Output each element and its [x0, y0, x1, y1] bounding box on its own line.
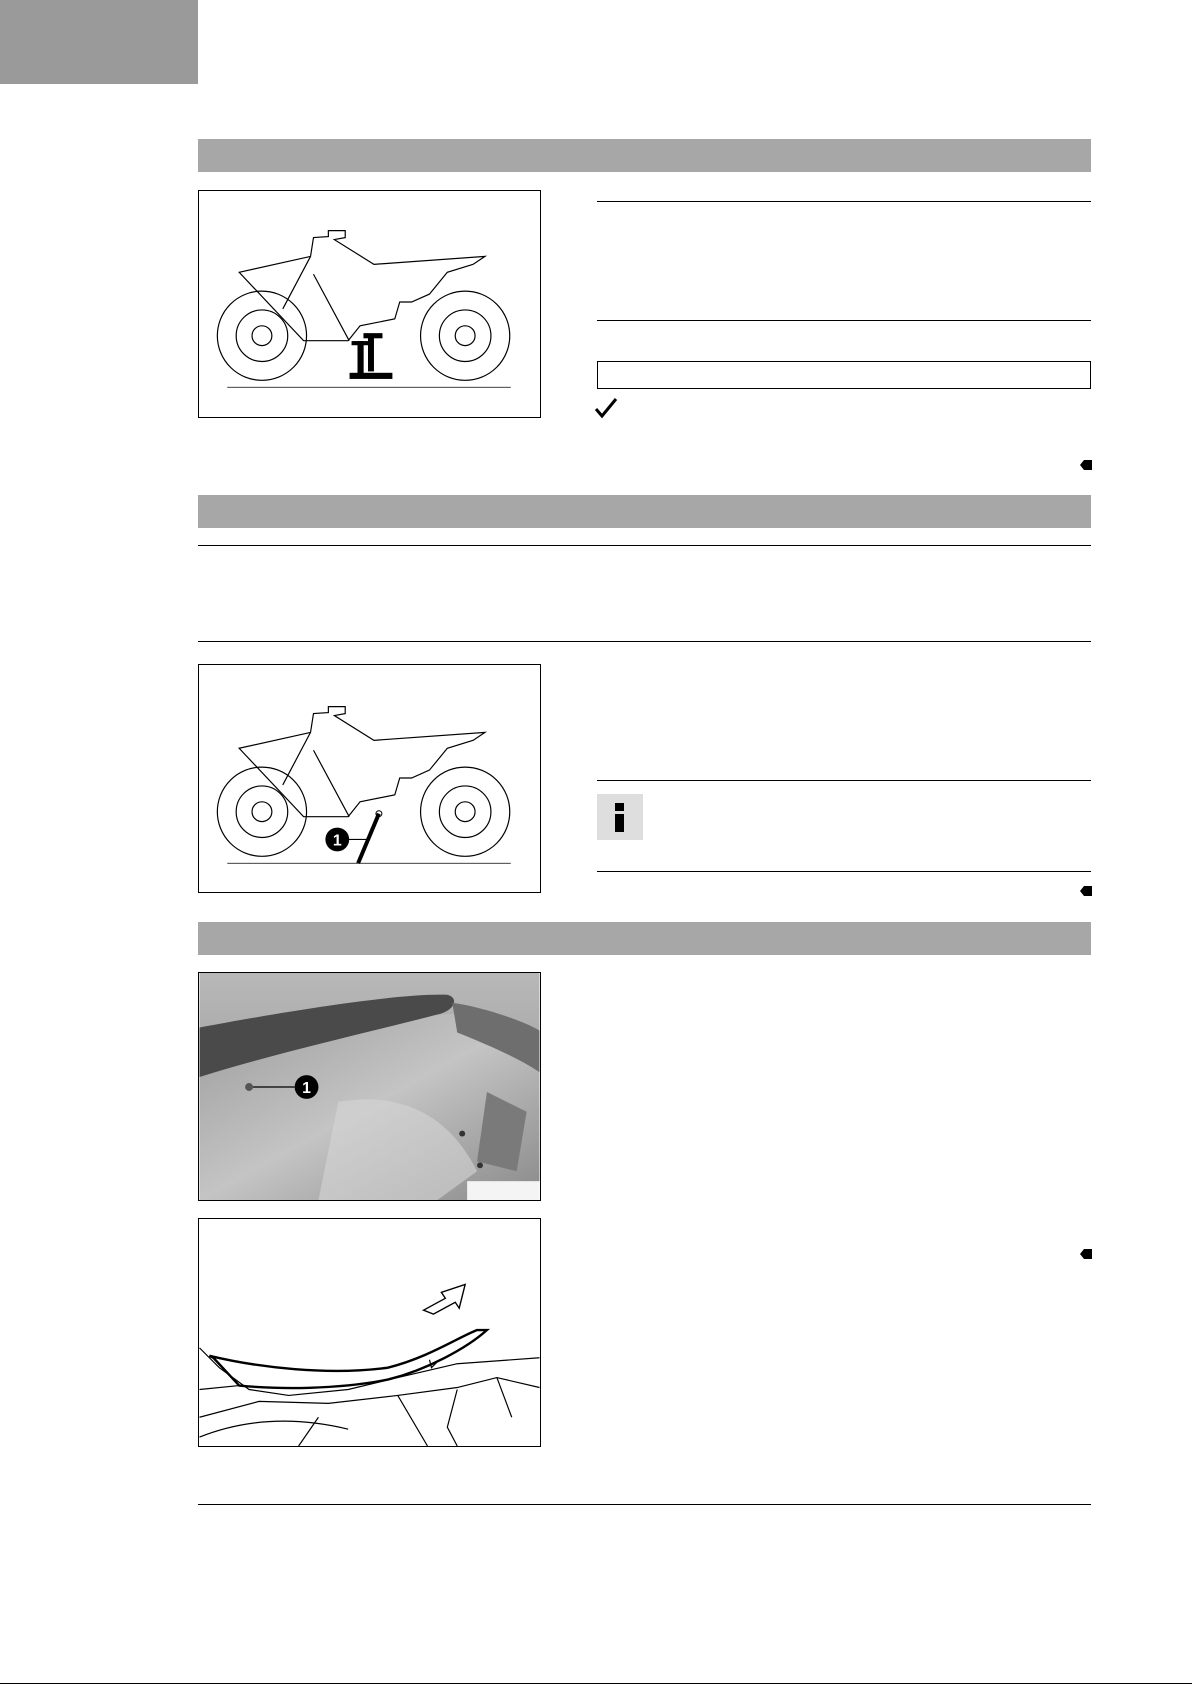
- motorcycle-on-lift-stand-illustration: [198, 190, 541, 418]
- end-of-procedure-icon: [1080, 458, 1092, 470]
- table-bottom-rule: [597, 320, 1091, 321]
- callout-1: 1: [302, 1079, 311, 1097]
- callout-1: 1: [332, 832, 342, 850]
- checkmark-icon: [594, 396, 618, 420]
- end-of-procedure-icon: [1080, 884, 1092, 896]
- page-bottom-rule: [0, 1683, 1192, 1684]
- seat-removal-illustration: [198, 1218, 541, 1447]
- section-header-bar: [198, 495, 1091, 528]
- section-header-bar: [198, 922, 1091, 955]
- specification-box: [597, 361, 1091, 389]
- warning-top-rule: [198, 545, 1091, 546]
- warning-bottom-rule: [198, 641, 1091, 642]
- note-bottom-rule: [597, 871, 1091, 872]
- chapter-tab: [0, 0, 198, 84]
- motorcycle-on-side-stand-illustration: [198, 664, 541, 893]
- note-top-rule: [597, 780, 1091, 781]
- info-icon: [597, 794, 643, 840]
- seat-screw-photo: [198, 972, 541, 1201]
- table-top-rule: [597, 201, 1091, 202]
- content-bottom-rule: [198, 1504, 1091, 1505]
- end-of-procedure-icon: [1080, 1247, 1092, 1259]
- section-header-bar: [198, 139, 1091, 172]
